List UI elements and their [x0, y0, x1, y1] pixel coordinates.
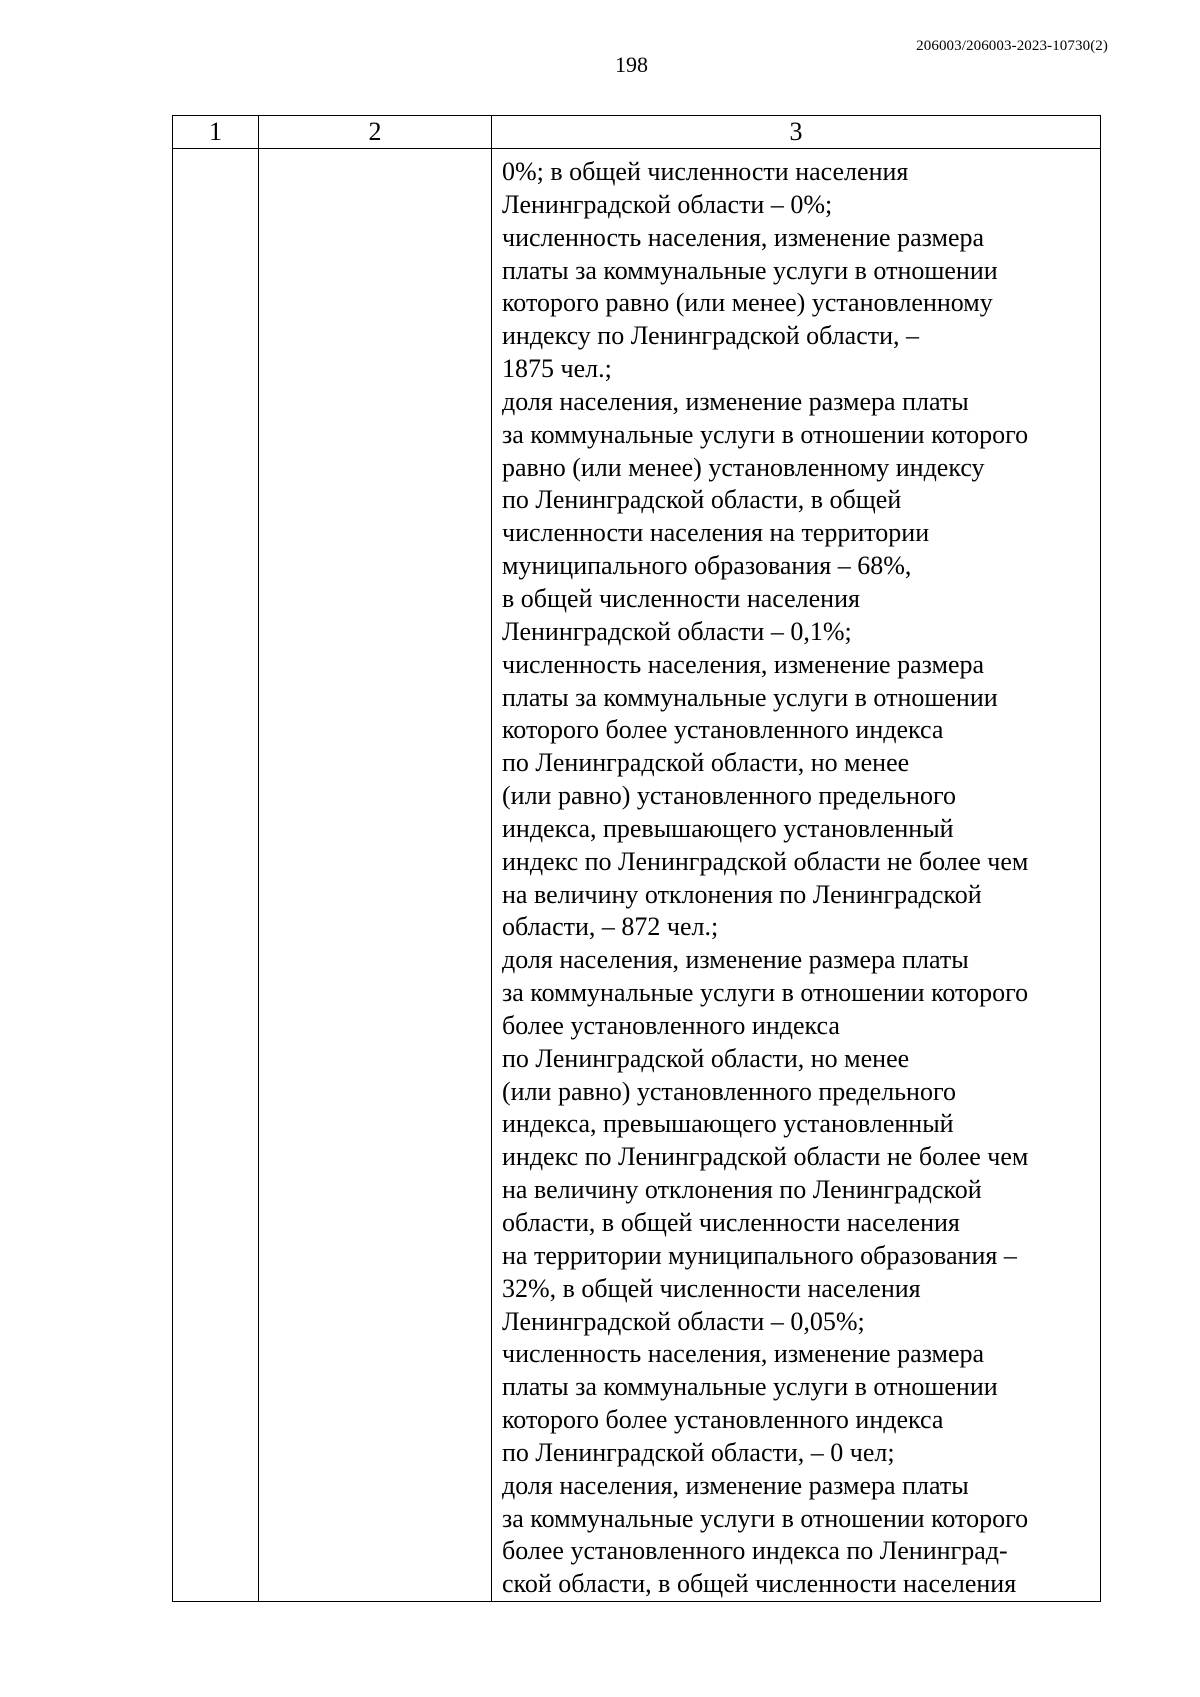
text-line: на территории муниципального образования –: [502, 1240, 1017, 1270]
text-line: по Ленинградской области, но менее: [502, 1043, 910, 1073]
text-line: платы за коммунальные услуги в отношении: [502, 682, 998, 712]
text-line: (или равно) установленного предельного: [502, 781, 956, 811]
column-header-2: 2: [259, 116, 492, 149]
text-line: индекса, превышающего установленный: [502, 1109, 954, 1139]
text-line: равно (или менее) установленному индексу: [502, 452, 985, 482]
text-line: области, – 872 чел.;: [502, 912, 719, 942]
text-line: индексу по Ленинградской области, –: [502, 321, 920, 351]
text-line: за коммунальные услуги в отношении которого: [502, 1503, 1029, 1533]
text-line: более установленного индекса: [502, 1010, 840, 1040]
text-line: Ленинградской области – 0,1%;: [502, 616, 852, 646]
content-table: [172, 115, 1101, 1602]
text-line: индекс по Ленинградской области не более чем: [502, 846, 1029, 876]
text-line: ской области, в общей численности населения: [502, 1569, 1017, 1599]
table-cell-col3: [492, 149, 1101, 1602]
text-line: численность населения, изменение размера: [502, 1339, 985, 1369]
text-line: которого равно (или менее) установленному: [502, 288, 993, 318]
table-header-row: [173, 116, 1101, 149]
text-line: которого более установленного индекса: [502, 715, 944, 745]
table-cell-col1: [173, 149, 259, 1602]
text-line: по Ленинградской области, – 0 чел;: [502, 1437, 895, 1467]
text-line: индекс по Ленинградской области не более чем: [502, 1142, 1029, 1172]
page-number: 198: [615, 52, 648, 77]
text-line: платы за коммунальные услуги в отношении: [502, 1372, 998, 1402]
text-line: более установленного индекса по Ленинград-: [502, 1536, 1008, 1566]
text-line: за коммунальные услуги в отношении которого: [502, 978, 1029, 1008]
text-line: Ленинградской области – 0%;: [502, 189, 833, 219]
text-line: 0%; в общей численности населения: [502, 157, 909, 186]
text-line: доля населения, изменение размера платы: [502, 386, 969, 416]
text-line: по Ленинградской области, в общей: [502, 485, 902, 515]
cell-text-block: [492, 149, 1100, 1601]
table-row: [173, 149, 1101, 1602]
text-line: численность населения, изменение размера: [502, 649, 985, 679]
table-cell-col2: [259, 149, 492, 1602]
text-line: 32%, в общей численности населения: [502, 1273, 921, 1303]
text-line: в общей численности населения: [502, 583, 860, 613]
column-header-1: 1: [173, 116, 259, 149]
text-line: численность населения, изменение размера: [502, 222, 985, 252]
text-line: которого более установленного индекса: [502, 1405, 944, 1435]
text-line: муниципального образования – 68%,: [502, 551, 912, 581]
text-line: за коммунальные услуги в отношении которого: [502, 419, 1029, 449]
column-header-3: 3: [492, 116, 1101, 149]
text-line: (или равно) установленного предельного: [502, 1076, 956, 1106]
text-line: доля населения, изменение размера платы: [502, 1470, 969, 1500]
text-line: индекса, превышающего установленный: [502, 813, 954, 843]
document-id: 206003/206003-2023-10730(2): [916, 38, 1108, 54]
text-line: области, в общей численности населения: [502, 1208, 960, 1237]
text-line: численности населения на территории: [502, 518, 930, 548]
text-line: на величину отклонения по Ленинградской: [502, 1175, 982, 1205]
text-line: на величину отклонения по Ленинградской: [502, 879, 982, 909]
text-line: по Ленинградской области, но менее: [502, 748, 910, 778]
text-line: платы за коммунальные услуги в отношении: [502, 255, 998, 285]
text-line: доля населения, изменение размера платы: [502, 945, 969, 975]
text-line: 1875 чел.;: [502, 354, 612, 384]
text-line: Ленинградской области – 0,05%;: [502, 1306, 865, 1336]
